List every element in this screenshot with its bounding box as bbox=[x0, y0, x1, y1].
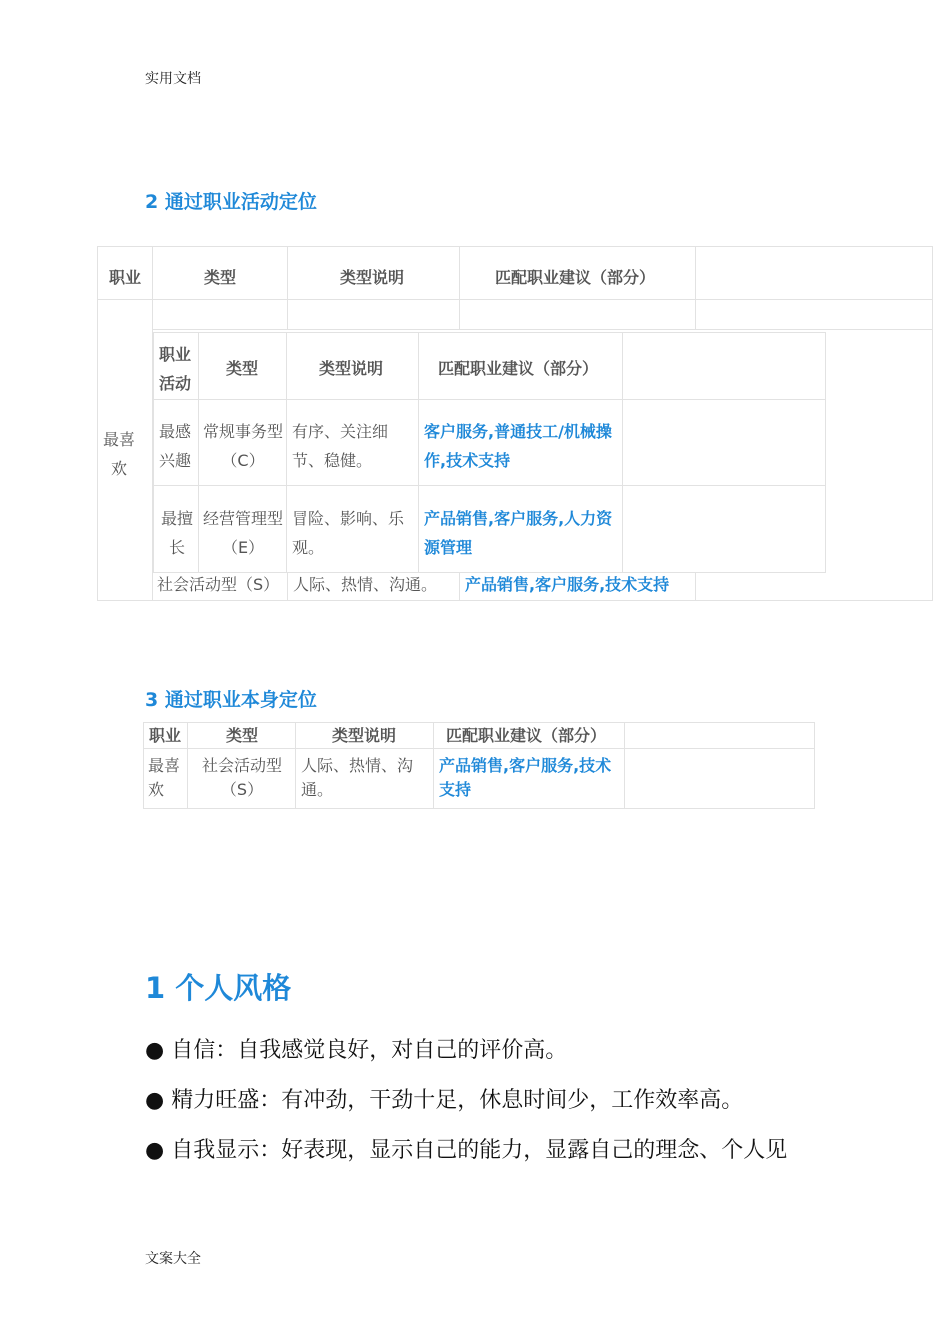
outer-empty-row bbox=[153, 299, 933, 330]
bullet-item-2 bbox=[145, 1083, 743, 1114]
bullet-dot-icon: ● bbox=[145, 1038, 165, 1063]
inner-row-1-activity: 最感兴趣 bbox=[159, 422, 192, 470]
s3-col-divider-3 bbox=[433, 722, 434, 809]
s3-col-divider-2 bbox=[295, 722, 296, 809]
s3-header-desc: 类型说明 bbox=[332, 726, 397, 745]
s3-header-career: 职业 bbox=[149, 726, 182, 745]
personal-style-title: 1 个人风格 bbox=[145, 971, 292, 1005]
bullet-dot-icon: ● bbox=[145, 1138, 165, 1163]
outer-header-type: 类型 bbox=[204, 268, 237, 287]
outer-last-type: 社会活动型（S） bbox=[157, 575, 280, 594]
s3-row-type: 社会活动型（S） bbox=[201, 756, 282, 799]
inner-header-type: 类型 bbox=[226, 359, 259, 378]
bullet-dot-icon: ● bbox=[145, 1088, 165, 1113]
outer-last-divider-3 bbox=[695, 571, 696, 601]
outer-last-jobs: 产品销售,客户服务,技术支持 bbox=[465, 575, 670, 594]
outer-header-career: 职业 bbox=[109, 268, 142, 287]
inner-row-1-jobs: 客户服务,普通技工/机械操作,技术支持 bbox=[424, 422, 612, 470]
outer-last-divider-2 bbox=[459, 571, 460, 601]
inner-row-2-jobs: 产品销售,客户服务,人力资源管理 bbox=[424, 509, 613, 557]
inner-header-jobs: 匹配职业建议（部分） bbox=[438, 359, 599, 378]
page-header: 实用文档 bbox=[145, 71, 201, 87]
inner-row-1-desc: 有序、关注细节、稳健。 bbox=[292, 422, 389, 470]
inner-row-1-type: 常规事务型（C） bbox=[202, 422, 283, 470]
outer-header-jobs: 匹配职业建议（部分） bbox=[495, 268, 656, 287]
inner-row-2-type: 经营管理型（E） bbox=[202, 509, 283, 557]
bullet-item-2-text: 精力旺盛：有冲劲，干劲十足，休息时间少，工作效率高。 bbox=[171, 1088, 744, 1113]
s3-row-desc: 人际、热情、沟通。 bbox=[301, 756, 414, 799]
inner-col-divider-2 bbox=[286, 332, 287, 573]
bullet-item-1-text: 自信：自我感觉良好，对自己的评价高。 bbox=[171, 1038, 568, 1063]
bullet-item-3 bbox=[145, 1133, 787, 1164]
outer-last-desc: 人际、热情、沟通。 bbox=[293, 575, 438, 594]
s3-col-divider-1 bbox=[187, 722, 188, 809]
outer-header-desc: 类型说明 bbox=[340, 268, 405, 287]
outer-last-divider-1 bbox=[287, 571, 288, 601]
inner-col-divider-4 bbox=[622, 332, 623, 573]
inner-row-2-desc: 冒险、影响、乐观。 bbox=[292, 509, 405, 557]
outer-row-label: 最喜欢 bbox=[102, 430, 135, 478]
s3-row-career: 最喜欢 bbox=[148, 756, 181, 799]
s3-row-jobs: 产品销售,客户服务,技术支持 bbox=[439, 756, 612, 799]
inner-header-desc: 类型说明 bbox=[319, 359, 384, 378]
section-3-title: 3 通过职业本身定位 bbox=[145, 689, 317, 711]
outer-col-career bbox=[97, 246, 153, 601]
inner-row-2-activity: 最擅长 bbox=[160, 509, 193, 557]
inner-header-activity: 职业活动 bbox=[159, 345, 192, 393]
bullet-item-1 bbox=[145, 1033, 567, 1064]
section-2-title: 2 通过职业活动定位 bbox=[145, 191, 317, 213]
page-footer: 文案大全 bbox=[145, 1251, 201, 1267]
bullet-item-3-text: 自我显示：好表现，显示自己的能力，显露自己的理念、个人见 bbox=[171, 1138, 788, 1163]
s3-col-divider-4 bbox=[624, 722, 625, 809]
inner-col-divider-1 bbox=[198, 332, 199, 573]
inner-col-divider-3 bbox=[418, 332, 419, 573]
s3-header-type: 类型 bbox=[226, 726, 259, 745]
s3-header-jobs: 匹配职业建议（部分） bbox=[446, 726, 607, 745]
